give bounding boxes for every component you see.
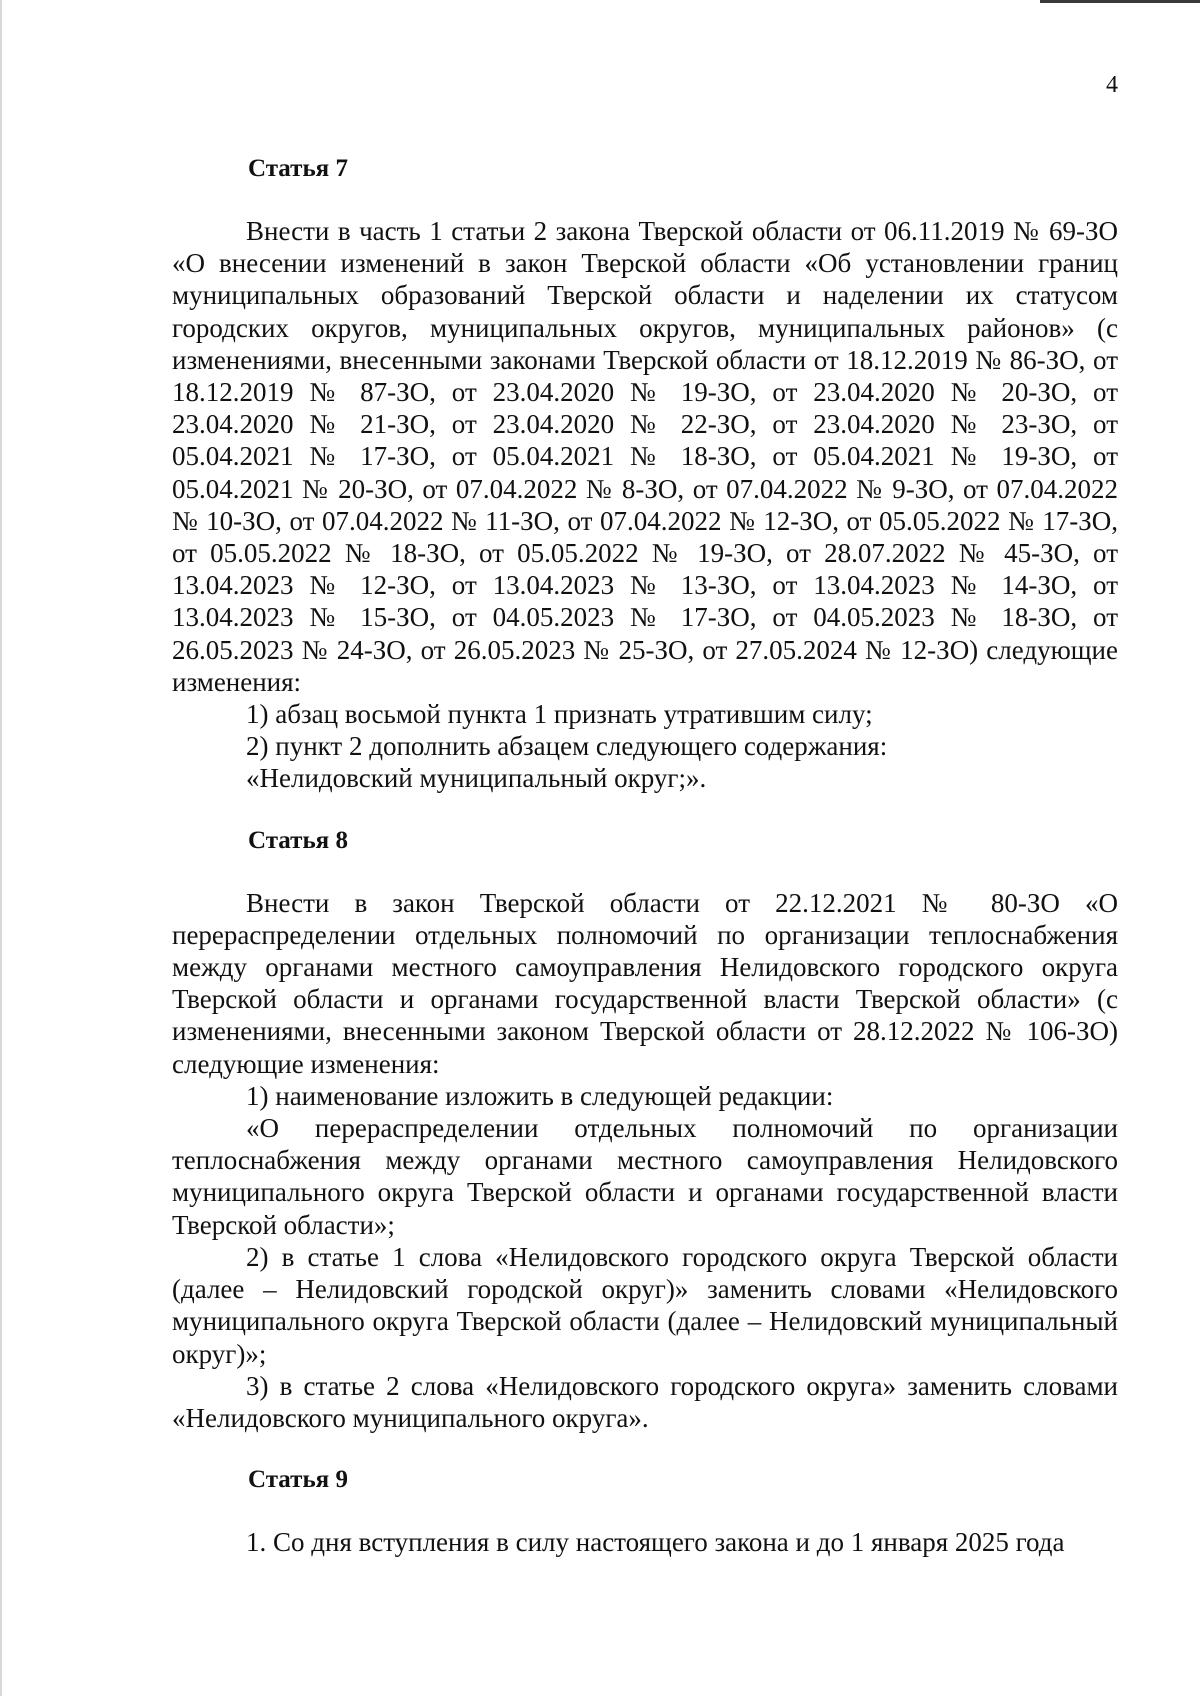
- article-7-heading: Статья 7: [248, 155, 348, 182]
- article-8-heading: Статья 8: [248, 826, 348, 854]
- article-7-paragraph: Внести в часть 1 статьи 2 закона Тверской области от 06.11.2019 № 69-ЗО «О внесении изменений в закон Тверской области «Об установлении границ муниципальных образований Тверской области и наделении их статусом городских округов, муниципальных округов, муниципальных районов» (с изменениями, внесенными законами Тверской области от 18.12.2019 № 86-ЗО, от 18.12.2019 № 87-ЗО, от 23.04.2020 № 19-ЗО, от 23.04.2020 № 20-ЗО, от 23.04.2020 № 21-ЗО, от 23.04.2020 № 22-ЗО, от 23.04.2020 № 23-ЗО, от 05.04.2021 № 17-ЗО, от 05.04.2021 № 18-ЗО, от 05.04.2021 № 19-ЗО, от 05.04.2021 № 20-ЗО, от 07.04.2022 № 8-ЗО, от 07.04.2022 № 9-ЗО, от 07.04.2022 № 10-ЗО, от 07.04.2022 № 11-ЗО, от 07.04.2022 № 12-ЗО, от 05.05.2022 № 17-ЗО, от 05.05.2022 № 18-ЗО, от 05.05.2022 № 19-ЗО, от 28.07.2022 № 45-ЗО, от 13.04.2023 № 12-ЗО, от 13.04.2023 № 13-ЗО, от 13.04.2023 № 14-ЗО, от 13.04.2023 № 15-ЗО, от 04.05.2023 № 17-ЗО, от 04.05.2023 № 18-ЗО, от 26.05.2023 № 24-ЗО, от 26.05.2023 № 25-ЗО, от 27.05.2024 № 12-ЗО) следующие изменения:: [172, 216, 1118, 697]
- scan-edge-left: [0, 0, 2, 1696]
- article-8-paragraph: 3) в статье 2 слова «Нелидовского городского округа» заменить словами «Нелидовского муниципального округа».: [172, 1370, 1118, 1433]
- article-8-paragraph: «О перераспределении отдельных полномочий по организации теплоснабжения между органами местного самоуправления Нелидовского муниципального округа Тверской области и органами государственной власти Тверской области»;: [172, 1113, 1118, 1240]
- document-body: [172, 153, 1118, 1558]
- article-9-heading: Статья 9: [248, 1466, 348, 1494]
- article-8-paragraph: 2) в статье 1 слова «Нелидовского городского округа Тверской области (далее – Нелидовский городской округ)» заменить словами «Нелидовского муниципального округа Тверской области (далее – Нелидовский муниципальный округ)»;: [172, 1241, 1118, 1369]
- article-7-paragraph: «Нелидовский муниципальный округ;».: [246, 763, 707, 794]
- article-8-paragraph: 1) наименование изложить в следующей редакции:: [246, 1080, 834, 1111]
- article-7-paragraph: 1) абзац восьмой пункта 1 признать утратившим силу;: [246, 699, 873, 730]
- page-number: 4: [1106, 72, 1118, 98]
- article-8-paragraph: Внести в закон Тверской области от 22.12.2021 № 80-ЗО «О перераспределении отдельных полномочий по организации теплоснабжения между органами местного самоуправления Нелидовского городского округа Тверской области и органами государственной власти Тверской области» (с изменениями, внесенными законом Тверской области от 28.12.2022 № 106-ЗО) следующие изменения:: [172, 887, 1118, 1079]
- scan-edge-top: [1040, 0, 1200, 3]
- article-9-paragraph: 1. Со дня вступления в силу настоящего закона и до 1 января 2025 года: [246, 1527, 1065, 1558]
- article-7-paragraph: 2) пункт 2 дополнить абзацем следующего содержания:: [246, 731, 888, 762]
